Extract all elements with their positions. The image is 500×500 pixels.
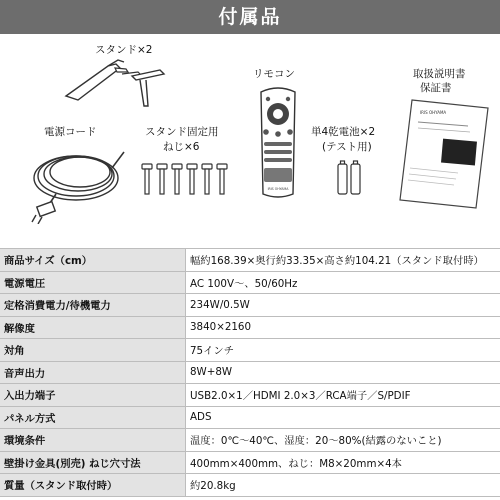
spec-label: 音声出力	[0, 361, 186, 384]
screws-image	[138, 162, 230, 198]
remote-image	[253, 82, 303, 202]
spec-row	[0, 406, 500, 429]
manual-label-1: 取扱説明書	[413, 68, 466, 80]
spec-value: 温度：0℃〜40℃、湿度：20〜80%(結露のないこと)	[186, 429, 500, 452]
spec-row	[0, 294, 500, 317]
spec-row	[0, 316, 500, 339]
spec-label: 環境条件	[0, 429, 186, 452]
battery-image	[334, 160, 364, 196]
battery-label-2: (テスト用)	[322, 141, 372, 153]
remote-label: リモコン	[253, 68, 295, 80]
spec-value: 約20.8kg	[186, 474, 500, 497]
spec-row	[0, 474, 500, 497]
manual-label-2: 保証書	[420, 82, 452, 94]
spec-label: パネル方式	[0, 406, 186, 429]
spec-row	[0, 361, 500, 384]
spec-value: 幅約168.39×奥行約33.35×高さ約104.21（スタンド取付時）	[186, 249, 500, 272]
spec-value: 3840×2160	[186, 316, 500, 339]
power-cord-image	[28, 140, 128, 224]
battery-label-1: 単4乾電池×2	[311, 126, 376, 138]
screws-label-1: スタンド固定用	[145, 126, 219, 138]
section-header	[0, 0, 500, 34]
svg-text:IRIS OHYAMA: IRIS OHYAMA	[420, 110, 447, 115]
spec-row	[0, 451, 500, 474]
spec-label: 対角	[0, 339, 186, 362]
power-cord-label: 電源コード	[44, 126, 97, 138]
spec-value: 234W/0.5W	[186, 294, 500, 317]
section-divider	[0, 233, 500, 235]
screws-label-2: ねじ×6	[163, 141, 200, 153]
spec-row	[0, 249, 500, 272]
spec-value: 8W+8W	[186, 361, 500, 384]
spec-label: 壁掛け金具(別売) ねじ穴寸法	[0, 451, 186, 474]
spec-label: 解像度	[0, 316, 186, 339]
spec-label: 電源電圧	[0, 271, 186, 294]
spec-label: 入出力端子	[0, 384, 186, 407]
spec-row	[0, 339, 500, 362]
spec-value: AC 100V〜、50/60Hz	[186, 271, 500, 294]
spec-row	[0, 429, 500, 452]
spec-value: 75インチ	[186, 339, 500, 362]
spec-row	[0, 384, 500, 407]
spec-label: 質量（スタンド取付時）	[0, 474, 186, 497]
manual-image	[398, 98, 490, 210]
spec-value: ADS	[186, 406, 500, 429]
spec-row	[0, 271, 500, 294]
spec-label: 定格消費電力/待機電力	[0, 294, 186, 317]
stand-image	[60, 56, 170, 114]
header-title: 付属品	[218, 6, 282, 28]
spec-label: 商品サイズ（cm）	[0, 249, 186, 272]
spec-value: USB2.0×1／HDMI 2.0×3／RCA端子／S/PDIF	[186, 384, 500, 407]
stand-label: スタンド×2	[95, 44, 153, 56]
spec-value: 400mm×400mm、ねじ：M8×20mm×4本	[186, 451, 500, 474]
spec-table	[0, 248, 500, 497]
svg-text:IRIS OHYAMA: IRIS OHYAMA	[267, 187, 289, 191]
